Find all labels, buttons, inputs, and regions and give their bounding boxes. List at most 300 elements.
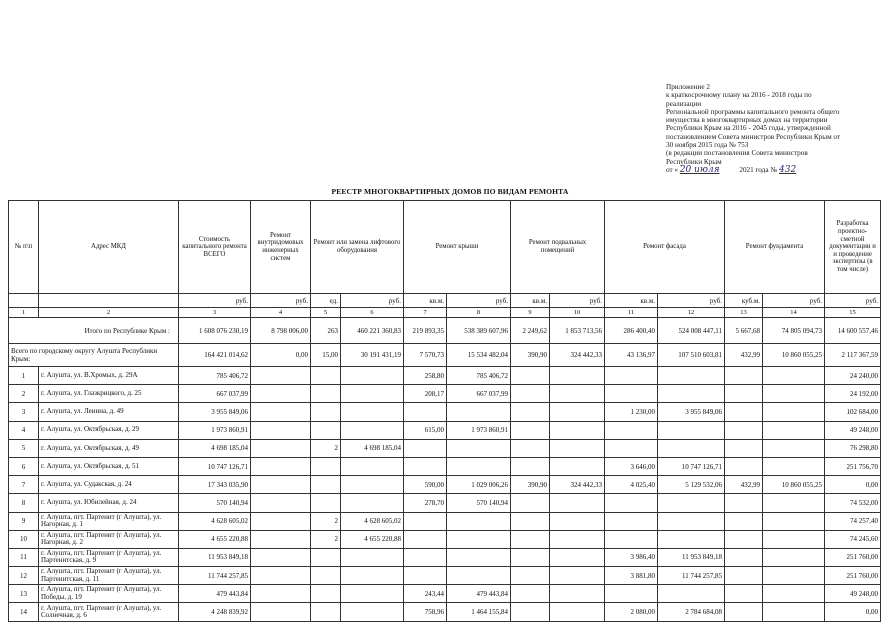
unit-cell: кв.м. bbox=[511, 294, 550, 308]
row-number: 2 bbox=[9, 385, 39, 403]
row-value bbox=[511, 403, 550, 421]
row-value: 479 443,84 bbox=[179, 585, 251, 603]
row-value bbox=[550, 403, 605, 421]
header-roof: Ремонт крыши bbox=[404, 201, 511, 294]
row-value bbox=[658, 439, 725, 457]
row-value: 570 140,94 bbox=[447, 494, 511, 512]
row-address: г. Алушта, пгт. Партенит (г Алушта), ул. Партенитская, д. 11 bbox=[39, 567, 179, 585]
row-value: 74 245,60 bbox=[825, 530, 881, 548]
row-value bbox=[447, 530, 511, 548]
district-value: 164 421 014,62 bbox=[179, 344, 251, 367]
table-row bbox=[9, 457, 881, 475]
table-row bbox=[9, 585, 881, 603]
district-value: 15 534 482,04 bbox=[447, 344, 511, 367]
row-value: 10 747 126,71 bbox=[179, 457, 251, 475]
row-number: 11 bbox=[9, 548, 39, 566]
header-row bbox=[9, 201, 881, 294]
row-value bbox=[763, 548, 825, 566]
row-value bbox=[404, 439, 447, 457]
appendix-line: к краткосрочному плану на 2016 - 2018 годы по bbox=[666, 91, 812, 100]
date-year: 2021 года № bbox=[739, 165, 778, 174]
row-value: 390,90 bbox=[511, 476, 550, 494]
row-value bbox=[511, 585, 550, 603]
unit-cell: руб. bbox=[251, 294, 311, 308]
row-address: г. Алушта, пгт. Партенит (г Алушта), ул. Нагорная, д. 1 bbox=[39, 512, 179, 530]
row-value: 3 881,80 bbox=[605, 567, 658, 585]
row-value bbox=[251, 494, 311, 512]
row-value bbox=[658, 421, 725, 439]
row-value bbox=[511, 530, 550, 548]
row-value: 243,44 bbox=[404, 585, 447, 603]
row-value bbox=[763, 530, 825, 548]
table-row bbox=[9, 403, 881, 421]
row-value bbox=[605, 421, 658, 439]
row-value: 278,70 bbox=[404, 494, 447, 512]
unit-cell: руб. bbox=[550, 294, 605, 308]
row-value bbox=[511, 367, 550, 385]
unit-cell: руб. bbox=[825, 294, 881, 308]
row-value bbox=[341, 603, 404, 621]
row-value: 615,00 bbox=[404, 421, 447, 439]
row-value: 251 756,70 bbox=[825, 457, 881, 475]
row-value: 2 bbox=[311, 439, 341, 457]
colnum-cell: 10 bbox=[550, 308, 605, 318]
handwritten-number: 432 bbox=[779, 164, 797, 175]
row-value: 208,17 bbox=[404, 385, 447, 403]
row-number: 9 bbox=[9, 512, 39, 530]
handwritten-date: 20 июля bbox=[679, 164, 720, 175]
row-value bbox=[251, 476, 311, 494]
district-label: Всего по городскому округу Алушта Республики Крым: bbox=[9, 344, 179, 367]
row-address: г. Алушта, ул. В.Хромых, д. 29А bbox=[39, 367, 179, 385]
header-num: № п\п bbox=[9, 201, 39, 294]
unit-cell: руб. bbox=[447, 294, 511, 308]
row-value bbox=[311, 367, 341, 385]
appendix-date-line bbox=[666, 166, 888, 174]
row-value bbox=[404, 512, 447, 530]
row-value bbox=[311, 567, 341, 585]
total-value: 14 600 557,46 bbox=[825, 318, 881, 344]
table-body bbox=[9, 367, 881, 622]
row-value bbox=[658, 385, 725, 403]
header-basement: Ремонт подвальных помещений bbox=[511, 201, 605, 294]
row-value: 4 628 605,02 bbox=[179, 512, 251, 530]
row-value bbox=[447, 457, 511, 475]
row-value bbox=[311, 585, 341, 603]
row-value bbox=[251, 403, 311, 421]
table-row bbox=[9, 530, 881, 548]
colnum-cell: 7 bbox=[404, 308, 447, 318]
row-value bbox=[725, 494, 763, 512]
row-value bbox=[311, 385, 341, 403]
row-address: г. Алушта, ул. Судакская, д. 24 bbox=[39, 476, 179, 494]
units-row bbox=[9, 294, 881, 308]
total-value: 74 805 094,73 bbox=[763, 318, 825, 344]
row-address: г. Алушта, ул. Юбилейная, д. 24 bbox=[39, 494, 179, 512]
row-value: 11 744 257,85 bbox=[179, 567, 251, 585]
row-value bbox=[251, 603, 311, 621]
row-value bbox=[511, 512, 550, 530]
row-value bbox=[447, 512, 511, 530]
row-value bbox=[311, 421, 341, 439]
row-value bbox=[605, 585, 658, 603]
colnum-cell: 4 bbox=[251, 308, 311, 318]
row-value bbox=[251, 385, 311, 403]
row-value bbox=[511, 421, 550, 439]
row-value: 11 953 849,18 bbox=[179, 548, 251, 566]
colnum-cell: 6 bbox=[341, 308, 404, 318]
row-value: 3 646,00 bbox=[605, 457, 658, 475]
row-value bbox=[341, 548, 404, 566]
row-value bbox=[404, 548, 447, 566]
row-value bbox=[605, 494, 658, 512]
row-value: 76 298,80 bbox=[825, 439, 881, 457]
row-value bbox=[550, 567, 605, 585]
row-value bbox=[550, 367, 605, 385]
row-value bbox=[447, 567, 511, 585]
row-value: 4 628 605,02 bbox=[341, 512, 404, 530]
row-value bbox=[447, 548, 511, 566]
total-value: 263 bbox=[311, 318, 341, 344]
row-value bbox=[725, 457, 763, 475]
row-value bbox=[725, 548, 763, 566]
row-number: 13 bbox=[9, 585, 39, 603]
colnum-cell: 13 bbox=[725, 308, 763, 318]
row-value bbox=[404, 567, 447, 585]
appendix-line: постановлением Совета министров Республики Крым от bbox=[666, 132, 841, 141]
row-value: 10 860 055,25 bbox=[763, 476, 825, 494]
row-value: 667 037,99 bbox=[179, 385, 251, 403]
row-value bbox=[658, 512, 725, 530]
row-value: 4 655 220,88 bbox=[341, 530, 404, 548]
row-value: 1 230,00 bbox=[605, 403, 658, 421]
row-value bbox=[341, 457, 404, 475]
row-value bbox=[658, 585, 725, 603]
row-value: 785 406,72 bbox=[179, 367, 251, 385]
table-row bbox=[9, 421, 881, 439]
unit-cell: руб. bbox=[763, 294, 825, 308]
table-row bbox=[9, 367, 881, 385]
table-row bbox=[9, 439, 881, 457]
total-value: 538 389 607,96 bbox=[447, 318, 511, 344]
row-number: 14 bbox=[9, 603, 39, 621]
row-address: г. Алушта, пгт. Партенит (г Алушта), ул. Победы, д. 19 bbox=[39, 585, 179, 603]
row-value bbox=[511, 603, 550, 621]
row-value bbox=[511, 385, 550, 403]
row-value bbox=[725, 403, 763, 421]
row-number: 8 bbox=[9, 494, 39, 512]
row-number: 10 bbox=[9, 530, 39, 548]
row-value bbox=[658, 530, 725, 548]
colnum-cell: 8 bbox=[447, 308, 511, 318]
table-row bbox=[9, 567, 881, 585]
district-value: 15,00 bbox=[311, 344, 341, 367]
document-title: РЕЕСТР МНОГОКВАРТИРНЫХ ДОМОВ ПО ВИДАМ РЕМОНТА bbox=[331, 187, 569, 196]
colnum-cell: 12 bbox=[658, 308, 725, 318]
row-value: 17 343 035,90 bbox=[179, 476, 251, 494]
row-value bbox=[763, 494, 825, 512]
row-value bbox=[511, 494, 550, 512]
row-address: г. Алушта, ул. Ленина, д. 49 bbox=[39, 403, 179, 421]
unit-cell bbox=[9, 294, 39, 308]
district-value: 432,99 bbox=[725, 344, 763, 367]
row-value: 2 080,00 bbox=[605, 603, 658, 621]
row-value bbox=[550, 457, 605, 475]
row-address: г. Алушта, ул. Октябрьская, д. 51 bbox=[39, 457, 179, 475]
row-value bbox=[763, 567, 825, 585]
row-value bbox=[550, 548, 605, 566]
row-value bbox=[605, 512, 658, 530]
row-value bbox=[341, 367, 404, 385]
row-value bbox=[605, 385, 658, 403]
row-value: 74 532,00 bbox=[825, 494, 881, 512]
row-value: 667 037,99 bbox=[447, 385, 511, 403]
district-value: 390,90 bbox=[511, 344, 550, 367]
header-total-cost: Стоимость капитального ремонта ВСЕГО bbox=[179, 201, 251, 294]
row-number: 7 bbox=[9, 476, 39, 494]
row-value bbox=[404, 403, 447, 421]
row-value bbox=[763, 385, 825, 403]
table-row bbox=[9, 512, 881, 530]
total-value: 460 221 360,83 bbox=[341, 318, 404, 344]
row-value: 432,99 bbox=[725, 476, 763, 494]
row-number: 1 bbox=[9, 367, 39, 385]
row-value bbox=[511, 548, 550, 566]
row-value: 3 986,40 bbox=[605, 548, 658, 566]
header-design: Разработка проектно-сметной документации и и проведение экспертизы (в том числе) bbox=[825, 201, 881, 294]
row-address: г. Алушта, ул. Октябрьская, д. 49 bbox=[39, 439, 179, 457]
row-value: 24 192,00 bbox=[825, 385, 881, 403]
row-value: 758,96 bbox=[404, 603, 447, 621]
row-address: г. Алушта, ул. Октябрьская, д. 29 bbox=[39, 421, 179, 439]
row-value bbox=[605, 530, 658, 548]
table-row bbox=[9, 476, 881, 494]
appendix-line: Приложение 2 bbox=[666, 83, 710, 91]
table-row bbox=[9, 494, 881, 512]
row-value: 2 bbox=[311, 512, 341, 530]
unit-cell: руб. bbox=[341, 294, 404, 308]
row-value: 570 140,94 bbox=[179, 494, 251, 512]
row-value bbox=[251, 585, 311, 603]
row-address: г. Алушта, пгт. Партенит (г Алушта), ул. Солнечная, д. 6 bbox=[39, 603, 179, 621]
row-address: г. Алушта, пгт. Партенит (г Алушта), ул. Партенитская, д. 9 bbox=[39, 548, 179, 566]
unit-cell: руб. bbox=[179, 294, 251, 308]
row-address: г. Алушта, пгт. Партенит (г Алушта), ул. Нагорная, д. 2 bbox=[39, 530, 179, 548]
row-value bbox=[725, 603, 763, 621]
row-value bbox=[763, 439, 825, 457]
appendix-block bbox=[666, 83, 888, 174]
row-address: г. Алушта, ул. Глазкрицкого, д. 25 bbox=[39, 385, 179, 403]
row-value bbox=[251, 457, 311, 475]
row-value: 590,00 bbox=[404, 476, 447, 494]
row-value: 2 bbox=[311, 530, 341, 548]
total-value: 1 853 713,56 bbox=[550, 318, 605, 344]
row-value bbox=[341, 385, 404, 403]
row-value bbox=[447, 403, 511, 421]
row-value bbox=[341, 585, 404, 603]
row-value bbox=[605, 439, 658, 457]
total-value: 1 608 076 230,19 bbox=[179, 318, 251, 344]
row-value bbox=[404, 530, 447, 548]
appendix-line: Республики Крым на 2016 - 2045 годы, утвержденной bbox=[666, 124, 831, 133]
row-value: 1 973 860,91 bbox=[179, 421, 251, 439]
row-value: 479 443,84 bbox=[447, 585, 511, 603]
row-value bbox=[311, 403, 341, 421]
row-number: 12 bbox=[9, 567, 39, 585]
header-elevator: Ремонт или замена лифтового оборудования bbox=[311, 201, 404, 294]
unit-cell: кв.м. bbox=[605, 294, 658, 308]
total-value: 2 249,62 bbox=[511, 318, 550, 344]
row-value: 49 248,00 bbox=[825, 585, 881, 603]
row-number: 4 bbox=[9, 421, 39, 439]
row-value bbox=[251, 421, 311, 439]
row-value bbox=[763, 585, 825, 603]
row-value bbox=[550, 439, 605, 457]
row-value: 3 955 849,06 bbox=[179, 403, 251, 421]
table-row bbox=[9, 385, 881, 403]
district-value: 30 191 431,19 bbox=[341, 344, 404, 367]
table-row bbox=[9, 603, 881, 621]
row-value bbox=[341, 494, 404, 512]
row-value bbox=[311, 548, 341, 566]
colnum-cell: 5 bbox=[311, 308, 341, 318]
district-value: 324 442,33 bbox=[550, 344, 605, 367]
total-value: 286 400,40 bbox=[605, 318, 658, 344]
total-value: 219 893,35 bbox=[404, 318, 447, 344]
row-value bbox=[725, 512, 763, 530]
appendix-line: (в редакции постановления Совета министров bbox=[666, 149, 808, 158]
row-value: 785 406,72 bbox=[447, 367, 511, 385]
row-value: 4 655 220,88 bbox=[179, 530, 251, 548]
row-value bbox=[550, 494, 605, 512]
district-value: 43 136,97 bbox=[605, 344, 658, 367]
row-value: 11 953 849,18 bbox=[658, 548, 725, 566]
row-value bbox=[763, 457, 825, 475]
row-value: 251 760,00 bbox=[825, 548, 881, 566]
row-number: 5 bbox=[9, 439, 39, 457]
row-value bbox=[251, 439, 311, 457]
district-value: 107 510 603,81 bbox=[658, 344, 725, 367]
appendix-line: реализации bbox=[666, 99, 702, 108]
colnum-cell: 11 bbox=[605, 308, 658, 318]
row-value: 0,00 bbox=[825, 603, 881, 621]
colnum-cell: 14 bbox=[763, 308, 825, 318]
total-value: 8 798 006,00 bbox=[251, 318, 311, 344]
colnum-cell: 15 bbox=[825, 308, 881, 318]
row-number: 3 bbox=[9, 403, 39, 421]
row-value bbox=[725, 439, 763, 457]
row-value bbox=[511, 457, 550, 475]
row-value bbox=[251, 548, 311, 566]
row-value bbox=[447, 439, 511, 457]
row-value bbox=[725, 367, 763, 385]
colnum-cell: 1 bbox=[9, 308, 39, 318]
row-value bbox=[763, 421, 825, 439]
row-value: 4 025,40 bbox=[605, 476, 658, 494]
row-value bbox=[550, 385, 605, 403]
row-value bbox=[341, 476, 404, 494]
colnum-cell: 2 bbox=[39, 308, 179, 318]
row-value bbox=[725, 385, 763, 403]
row-value: 4 698 185,04 bbox=[341, 439, 404, 457]
row-value bbox=[311, 494, 341, 512]
row-value bbox=[404, 457, 447, 475]
row-value bbox=[763, 512, 825, 530]
header-foundation: Ремонт фундамента bbox=[725, 201, 825, 294]
row-value: 49 248,00 bbox=[825, 421, 881, 439]
row-value bbox=[341, 421, 404, 439]
row-value: 5 129 532,06 bbox=[658, 476, 725, 494]
row-value: 1 029 006,26 bbox=[447, 476, 511, 494]
district-row bbox=[9, 344, 881, 367]
row-value bbox=[511, 439, 550, 457]
district-value: 10 860 055,25 bbox=[763, 344, 825, 367]
row-value bbox=[341, 567, 404, 585]
row-value bbox=[725, 421, 763, 439]
row-number: 6 bbox=[9, 457, 39, 475]
row-value: 1 973 860,91 bbox=[447, 421, 511, 439]
registry-table bbox=[8, 200, 881, 622]
row-value bbox=[658, 367, 725, 385]
row-value: 4 248 839,92 bbox=[179, 603, 251, 621]
row-value bbox=[763, 367, 825, 385]
row-value bbox=[725, 567, 763, 585]
row-value bbox=[251, 530, 311, 548]
row-value bbox=[550, 421, 605, 439]
row-value bbox=[550, 585, 605, 603]
row-value: 0,00 bbox=[825, 476, 881, 494]
row-value: 74 257,40 bbox=[825, 512, 881, 530]
appendix-line: 30 ноября 2015 года № 753 bbox=[666, 141, 749, 150]
row-value: 10 747 126,71 bbox=[658, 457, 725, 475]
row-value: 258,80 bbox=[404, 367, 447, 385]
colnum-cell: 3 bbox=[179, 308, 251, 318]
row-value: 2 784 684,08 bbox=[658, 603, 725, 621]
unit-cell: кв.м. bbox=[404, 294, 447, 308]
row-value bbox=[341, 403, 404, 421]
row-value: 3 955 849,06 bbox=[658, 403, 725, 421]
row-value bbox=[511, 567, 550, 585]
row-value bbox=[725, 530, 763, 548]
appendix-line: имущества в многоквартирных домах на территории bbox=[666, 116, 828, 125]
unit-cell: руб. bbox=[658, 294, 725, 308]
column-numbers-row bbox=[9, 308, 881, 318]
row-value: 1 464 155,84 bbox=[447, 603, 511, 621]
total-row bbox=[9, 318, 881, 344]
row-value bbox=[251, 567, 311, 585]
district-value: 0,00 bbox=[251, 344, 311, 367]
row-value: 4 698 185,04 bbox=[179, 439, 251, 457]
row-value: 251 760,00 bbox=[825, 567, 881, 585]
row-value bbox=[311, 476, 341, 494]
total-value: 5 667,68 bbox=[725, 318, 763, 344]
row-value bbox=[605, 367, 658, 385]
unit-cell: ед. bbox=[311, 294, 341, 308]
row-value: 11 744 257,85 bbox=[658, 567, 725, 585]
header-facade: Ремонт фасада bbox=[605, 201, 725, 294]
unit-cell: куб.м. bbox=[725, 294, 763, 308]
row-value bbox=[550, 530, 605, 548]
table-row bbox=[9, 548, 881, 566]
row-value: 24 240,00 bbox=[825, 367, 881, 385]
total-value: 524 008 447,11 bbox=[658, 318, 725, 344]
row-value bbox=[251, 367, 311, 385]
row-value bbox=[550, 603, 605, 621]
district-value: 7 570,73 bbox=[404, 344, 447, 367]
row-value bbox=[311, 457, 341, 475]
header-address: Адрес МКД bbox=[39, 201, 179, 294]
unit-cell bbox=[39, 294, 179, 308]
